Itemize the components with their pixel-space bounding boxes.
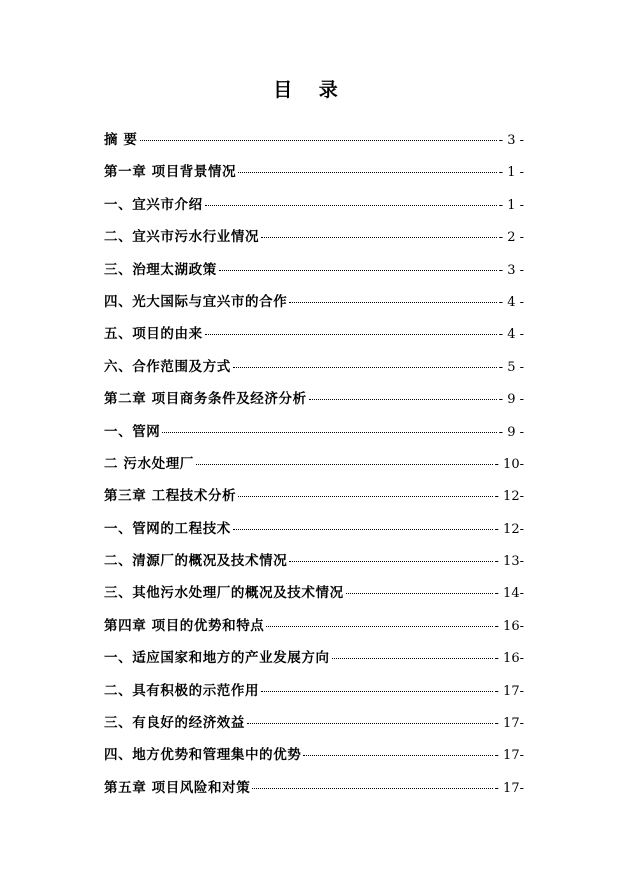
toc-entry-label: 三、有良好的经济效益 bbox=[104, 715, 245, 732]
toc-entry-label: 第一章 项目背景情况 bbox=[104, 164, 237, 181]
dot-leader bbox=[332, 658, 493, 659]
toc-entry-label: 二 污水处理厂 bbox=[104, 455, 194, 472]
toc-entry-page: - 12- bbox=[494, 489, 524, 505]
dot-leader bbox=[303, 755, 492, 756]
dot-leader bbox=[261, 691, 492, 692]
dot-leader bbox=[238, 496, 492, 497]
toc-entry-page: - 3 - bbox=[498, 133, 524, 148]
toc-entry[interactable] bbox=[104, 290, 524, 322]
toc-entry-label: 六、合作范围及方式 bbox=[104, 358, 231, 375]
toc-entry[interactable] bbox=[104, 322, 524, 354]
toc-entry-label: 四、地方优势和管理集中的优势 bbox=[104, 747, 302, 764]
toc-entry-page: - 17- bbox=[494, 748, 524, 764]
toc-entry[interactable] bbox=[104, 355, 524, 387]
toc-entry-page: - 16- bbox=[494, 651, 524, 667]
toc-entry-label: 第五章 项目风险和对策 bbox=[104, 779, 251, 796]
toc-entry[interactable] bbox=[104, 549, 524, 581]
dot-leader bbox=[261, 237, 497, 238]
toc-entry[interactable] bbox=[104, 517, 524, 549]
toc-entry-page: - 4 - bbox=[498, 327, 524, 343]
dot-leader bbox=[233, 529, 493, 530]
dot-leader bbox=[346, 593, 493, 594]
dot-leader bbox=[205, 334, 497, 335]
toc-entry[interactable] bbox=[104, 258, 524, 290]
dot-leader bbox=[266, 626, 492, 627]
toc-entry-label: 五、项目的由来 bbox=[104, 326, 203, 343]
dot-leader bbox=[219, 270, 497, 271]
toc-entry-label: 第三章 工程技术分析 bbox=[104, 488, 237, 505]
dot-leader bbox=[233, 367, 497, 368]
dot-leader bbox=[252, 788, 492, 789]
toc-entry[interactable] bbox=[104, 646, 524, 678]
dot-leader bbox=[205, 205, 497, 206]
dot-leader bbox=[196, 464, 493, 465]
toc-entry-page: - 9 - bbox=[498, 424, 524, 440]
toc-entry-page: - 10- bbox=[494, 456, 524, 472]
table-of-contents bbox=[104, 128, 524, 808]
toc-entry-label: 四、光大国际与宜兴市的合作 bbox=[104, 293, 288, 310]
toc-entry-page: - 14- bbox=[494, 586, 524, 602]
dot-leader bbox=[289, 561, 492, 562]
toc-entry[interactable] bbox=[104, 581, 524, 613]
toc-entry-page: - 17- bbox=[494, 716, 524, 732]
toc-entry-page: - 17- bbox=[494, 683, 524, 699]
toc-entry-label: 摘 要 bbox=[104, 132, 138, 148]
dot-leader bbox=[238, 172, 496, 173]
toc-entry[interactable] bbox=[104, 711, 524, 743]
toc-entry-label: 三、其他污水处理厂的概况及技术情况 bbox=[104, 585, 344, 602]
dot-leader bbox=[309, 399, 497, 400]
toc-entry-label: 第二章 项目商务条件及经济分析 bbox=[104, 391, 307, 408]
toc-entry[interactable] bbox=[104, 743, 524, 775]
dot-leader bbox=[140, 140, 497, 141]
dot-leader bbox=[247, 723, 493, 724]
toc-entry[interactable] bbox=[104, 679, 524, 711]
toc-entry-label: 三、治理太湖政策 bbox=[104, 261, 217, 278]
toc-entry[interactable] bbox=[104, 193, 524, 225]
toc-entry-page: - 12- bbox=[494, 521, 524, 537]
toc-title: 目 录 bbox=[273, 79, 348, 101]
toc-entry-label: 第四章 项目的优势和特点 bbox=[104, 617, 265, 634]
toc-entry[interactable] bbox=[104, 452, 524, 484]
toc-entry[interactable] bbox=[104, 776, 524, 808]
toc-entry[interactable] bbox=[104, 614, 524, 646]
toc-entry-page: - 9 - bbox=[498, 392, 524, 408]
toc-entry-label: 一、适应国家和地方的产业发展方向 bbox=[104, 650, 330, 667]
toc-entry-page: - 1 - bbox=[498, 165, 524, 181]
toc-entry-label: 二、清源厂的概况及技术情况 bbox=[104, 553, 288, 570]
toc-entry-page: - 17- bbox=[494, 780, 524, 796]
toc-entry[interactable] bbox=[104, 160, 524, 192]
toc-entry-page: - 3 - bbox=[498, 262, 524, 278]
toc-entry[interactable] bbox=[104, 128, 524, 160]
toc-entry-page: - 16- bbox=[494, 618, 524, 634]
toc-entry[interactable] bbox=[104, 484, 524, 516]
toc-entry-label: 二、具有积极的示范作用 bbox=[104, 682, 260, 699]
toc-entry-label: 一、宜兴市介绍 bbox=[104, 196, 203, 213]
toc-entry[interactable] bbox=[104, 225, 524, 257]
toc-entry-page: - 1 - bbox=[498, 197, 524, 213]
toc-entry-page: - 4 - bbox=[498, 294, 524, 310]
toc-entry-label: 二、宜兴市污水行业情况 bbox=[104, 229, 260, 246]
toc-entry-page: - 13- bbox=[494, 554, 524, 570]
toc-entry-page: - 2 - bbox=[498, 230, 524, 246]
dot-leader bbox=[162, 432, 496, 433]
toc-entry[interactable] bbox=[104, 387, 524, 419]
toc-entry-label: 一、管网 bbox=[104, 423, 161, 440]
toc-entry[interactable] bbox=[104, 420, 524, 452]
toc-entry-page: - 5 - bbox=[498, 359, 524, 375]
dot-leader bbox=[289, 302, 496, 303]
toc-entry-label: 一、管网的工程技术 bbox=[104, 520, 231, 537]
